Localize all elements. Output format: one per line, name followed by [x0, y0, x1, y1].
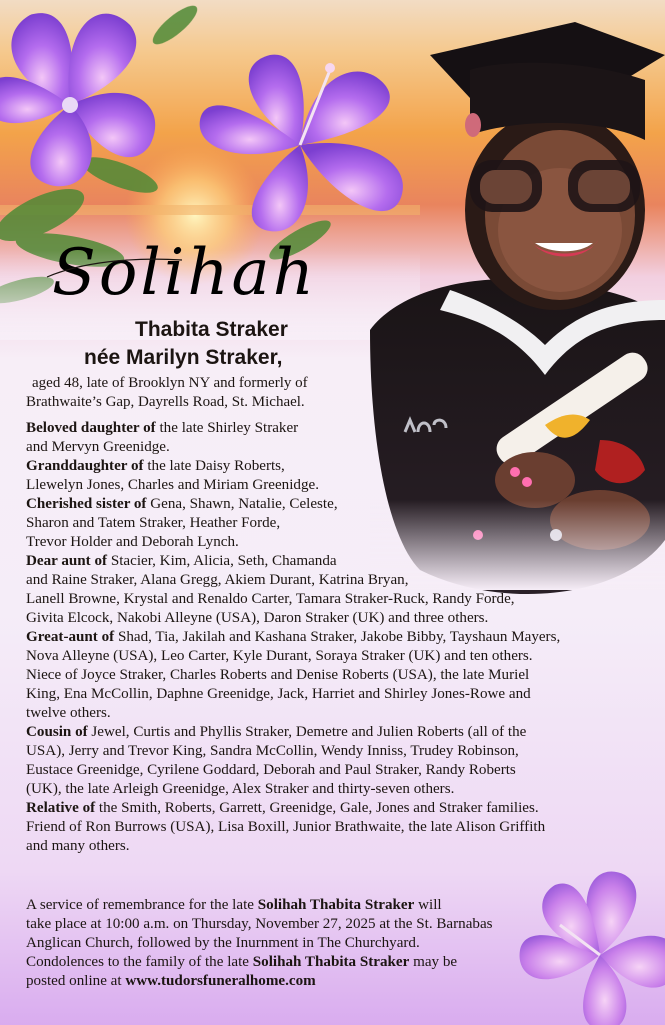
- relation-names: the late Shirley Straker: [155, 420, 299, 436]
- maiden-name: née Marilyn Straker,: [84, 346, 283, 369]
- relation-line: [26, 818, 641, 837]
- relation-line: [26, 647, 641, 666]
- relation-line: [26, 419, 641, 438]
- relations-list: [26, 419, 641, 856]
- age-residence-line: aged 48, late of Brooklyn NY and formerly of: [32, 375, 308, 391]
- relation-names: Friend of Ron Burrows (USA), Lisa Boxill, Junior Brathwaite, the late Alison Griffith: [26, 819, 546, 835]
- relation-names: the Smith, Roberts, Garrett, Greenidge, Gale, Jones and Straker families.: [95, 800, 539, 816]
- relation-line: [26, 514, 641, 533]
- relation-line: [26, 723, 641, 742]
- relation-line: [26, 438, 641, 457]
- former-address-line: Brathwaite’s Gap, Dayrells Road, St. Michael.: [26, 394, 305, 410]
- relation-names: Givita Elcock, Nakobi Alleyne (USA), Daron Straker (UK) and three others.: [26, 610, 489, 626]
- relation-names: and Mervyn Greenidge.: [26, 439, 170, 455]
- relation-names: Trevor Holder and Deborah Lynch.: [26, 534, 239, 550]
- service-line: [26, 915, 586, 934]
- deceased-name: Solihah Thabita Straker: [257, 897, 415, 913]
- relation-label: Beloved daughter of: [26, 420, 156, 436]
- service-text: Anglican Church, followed by the Inurnment in The Churchyard.: [26, 935, 420, 951]
- script-name-text: Solihah: [52, 236, 317, 310]
- relation-names: Lanell Browne, Krystal and Renaldo Carter, Tamara Straker-Ruck, Randy Forde,: [26, 591, 515, 607]
- relation-line: [26, 533, 641, 552]
- relation-line: [26, 552, 641, 571]
- service-line: [26, 972, 586, 991]
- service-line: [26, 953, 586, 972]
- service-line: [26, 934, 586, 953]
- service-text: Condolences to the family of the late: [26, 954, 253, 970]
- relation-line: [26, 742, 641, 761]
- relation-label: Dear aunt of: [26, 553, 108, 569]
- relation-line: [26, 495, 641, 514]
- relation-names: Niece of Joyce Straker, Charles Roberts and Denise Roberts (USA), the late Muriel: [26, 667, 530, 683]
- relation-label: Cousin of: [26, 724, 88, 740]
- deceased-name: Solihah Thabita Straker: [252, 954, 410, 970]
- service-text: will: [414, 897, 442, 913]
- funeral-home-website[interactable]: www.tudorsfuneralhome.com: [125, 973, 316, 989]
- relation-names: and many others.: [26, 838, 130, 854]
- relation-line: [26, 837, 641, 856]
- relation-names: Gena, Shawn, Natalie, Celeste,: [146, 496, 338, 512]
- relation-names: Shad, Tia, Jakilah and Kashana Straker, Jakobe Bibby, Tayshaun Mayers,: [114, 629, 561, 645]
- relation-names: twelve others.: [26, 705, 111, 721]
- relation-label: Relative of: [26, 800, 96, 816]
- full-name: Thabita Straker: [135, 318, 288, 341]
- relation-names: Nova Alleyne (USA), Leo Carter, Kyle Durant, Soraya Straker (UK) and ten others.: [26, 648, 533, 664]
- relation-names: (UK), the late Arleigh Greenidge, Alex Straker and thirty-seven others.: [26, 781, 455, 797]
- relation-names: Llewelyn Jones, Charles and Miriam Greenidge.: [26, 477, 319, 493]
- relation-names: King, Ena McCollin, Daphne Greenidge, Jack, Harriet and Shirley Jones-Rowe and: [26, 686, 531, 702]
- service-line: [26, 896, 586, 915]
- relation-line: [26, 476, 641, 495]
- relation-line: [26, 761, 641, 780]
- relation-line: [26, 799, 641, 818]
- relation-names: USA), Jerry and Trevor King, Sandra McCollin, Wendy Inniss, Trudey Robinson,: [26, 743, 519, 759]
- relation-line: [26, 609, 641, 628]
- relation-names: Jewel, Curtis and Phyllis Straker, Demetre and Julien Roberts (all of the: [87, 724, 527, 740]
- relation-label: Cherished sister of: [26, 496, 147, 512]
- service-text: take place at 10:00 a.m. on Thursday, November 27, 2025 at the St. Barnabas: [26, 916, 493, 932]
- relation-line: [26, 685, 641, 704]
- relation-label: Great-aunt of: [26, 629, 115, 645]
- relation-names: and Raine Straker, Alana Gregg, Akiem Durant, Katrina Bryan,: [26, 572, 409, 588]
- relation-names: the late Daisy Roberts,: [143, 458, 285, 474]
- relation-names: Sharon and Tatem Straker, Heather Forde,: [26, 515, 281, 531]
- relation-line: [26, 457, 641, 476]
- relation-names: Eustace Greenidge, Cyrilene Goddard, Deborah and Paul Straker, Randy Roberts: [26, 762, 516, 778]
- relation-label: Granddaughter of: [26, 458, 144, 474]
- service-text: posted online at: [26, 973, 126, 989]
- service-text: A service of remembrance for the late: [26, 897, 258, 913]
- relation-line: [26, 704, 641, 723]
- script-first-name: [42, 222, 342, 312]
- relation-line: [26, 628, 641, 647]
- relation-line: [26, 780, 641, 799]
- relation-line: [26, 666, 641, 685]
- relation-line: [26, 590, 641, 609]
- relation-names: Stacier, Kim, Alicia, Seth, Chamanda: [107, 553, 337, 569]
- service-text: may be: [409, 954, 458, 970]
- relation-line: [26, 571, 641, 590]
- service-notice: [26, 896, 586, 991]
